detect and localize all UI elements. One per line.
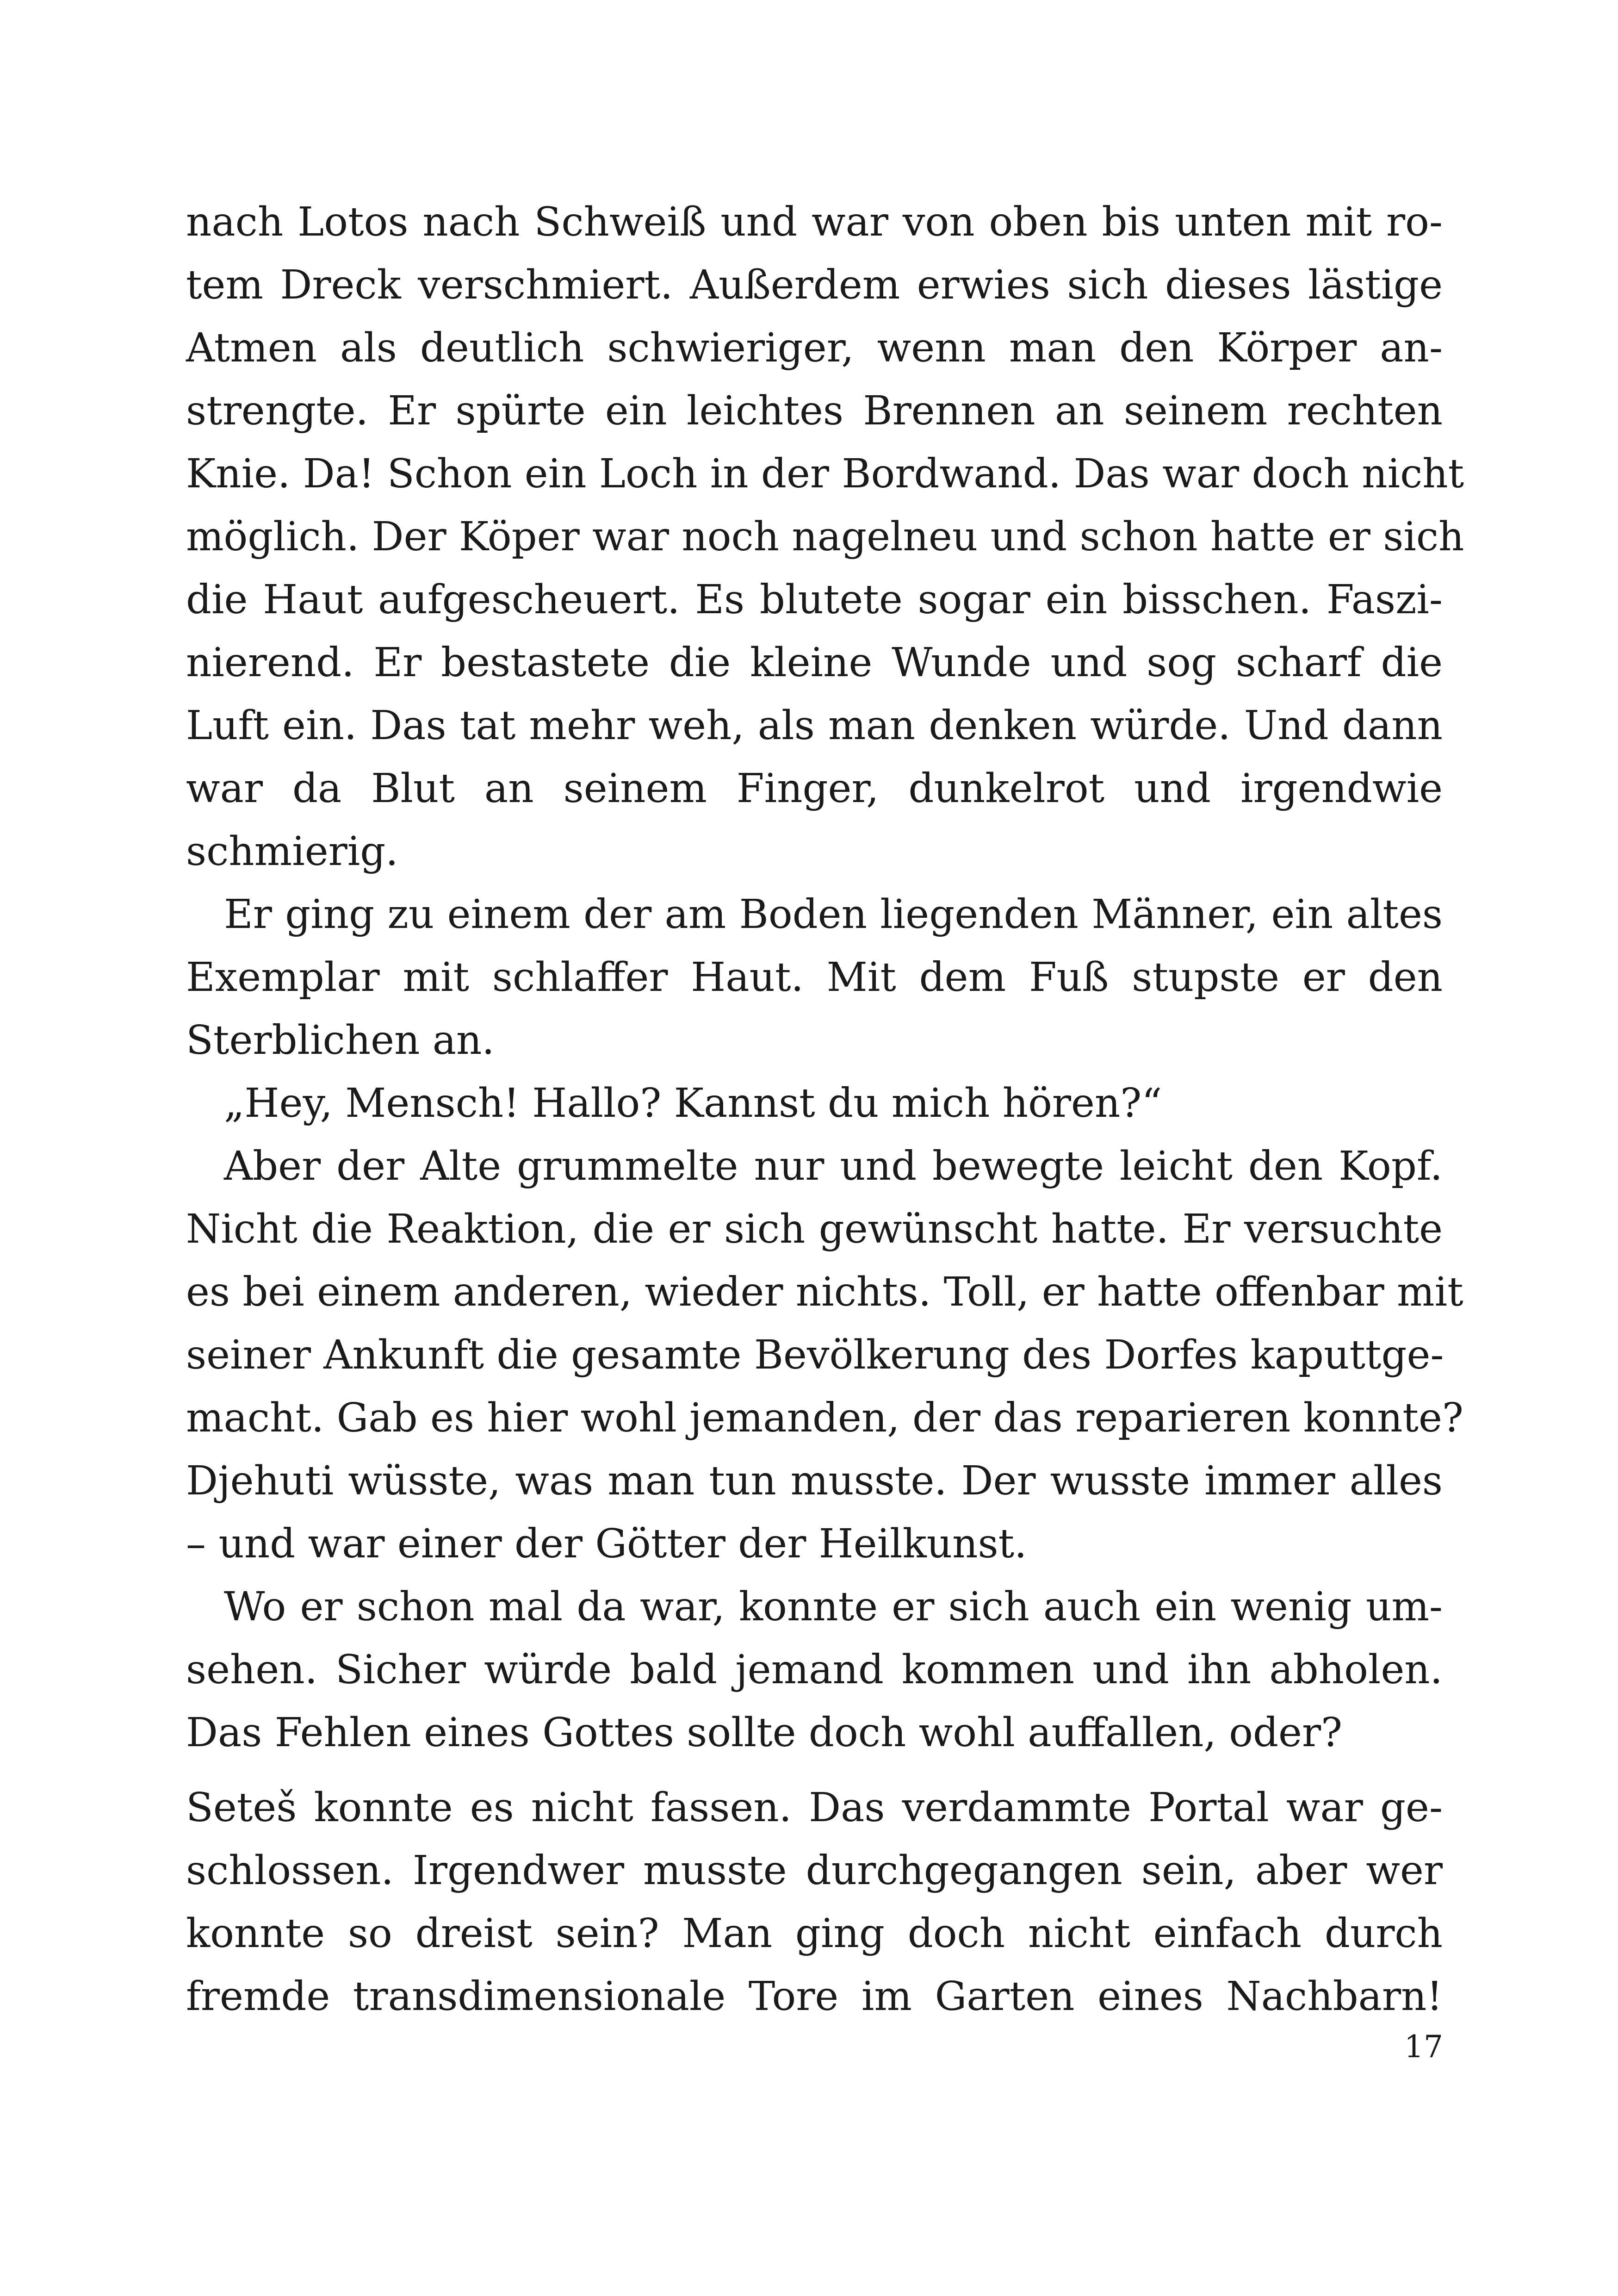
- text-line: möglich. Der Köper war noch nagelneu und schon hatte er sich: [186, 514, 1464, 560]
- paragraph: [186, 1575, 1443, 1764]
- text-block-bottom: [186, 1776, 1443, 2028]
- text-line: Das Fehlen eines Gottes sollte doch wohl auffallen, oder?: [186, 1710, 1343, 1756]
- text-line: Atmen als deutlich schwieriger, wenn man den Körper an-: [186, 325, 1443, 371]
- paragraph: [186, 1072, 1443, 1135]
- text-line: es bei einem anderen, wieder nichts. Toll, er hatte offenbar mit: [186, 1269, 1463, 1315]
- text-line: Luft ein. Das tat mehr weh, als man denken würde. Und dann: [186, 703, 1443, 749]
- text-line: Er ging zu einem der am Boden liegenden Männer, ein altes: [224, 891, 1443, 938]
- text-line: konnte so dreist sein? Man ging doch nicht einfach durch: [186, 1910, 1443, 1957]
- text-line: tem Dreck verschmiert. Außerdem erwies sich dieses lästige: [186, 262, 1443, 308]
- paragraph: [186, 1776, 1443, 2028]
- text-line: sehen. Sicher würde bald jemand kommen und ihn abholen.: [186, 1647, 1443, 1693]
- text-line: – und war einer der Götter der Heilkunst.: [186, 1521, 1027, 1567]
- text-block-top: [186, 191, 1464, 1764]
- text-line: Sterblichen an.: [186, 1017, 495, 1064]
- text-line: schlossen. Irgendwer musste durchgegangen sein, aber wer: [186, 1848, 1443, 1894]
- text-line: Aber der Alte grummelte nur und bewegte leicht den Kopf.: [224, 1143, 1443, 1189]
- text-line: Knie. Da! Schon ein Loch in der Bordwand. Das war doch nicht: [186, 451, 1464, 497]
- text-line: Wo er schon mal da war, konnte er sich auch ein wenig um-: [224, 1584, 1443, 1630]
- text-line: strengte. Er spürte ein leichtes Brennen an seinem rechten: [186, 388, 1443, 434]
- text-line: macht. Gab es hier wohl jemanden, der das reparieren konnte?: [186, 1395, 1463, 1441]
- paragraph: [186, 191, 1464, 883]
- paragraph: [186, 1135, 1463, 1575]
- text-line: nierend. Er bestastete die kleine Wunde und sog scharf die: [186, 640, 1443, 686]
- text-line: war da Blut an seinem Finger, dunkelrot und irgendwie: [186, 765, 1443, 812]
- text-line: Djehuti wüsste, was man tun musste. Der wusste immer alles: [186, 1458, 1443, 1504]
- paragraph: [186, 883, 1443, 1072]
- text-line: die Haut aufgescheuert. Es blutete sogar ein bisschen. Faszi-: [186, 577, 1443, 623]
- text-line: Nicht die Reaktion, die er sich gewünscht hatte. Er versuchte: [186, 1206, 1443, 1252]
- text-line: „Hey, Mensch! Hallo? Kannst du mich hören?“: [224, 1080, 1162, 1126]
- text-line: fremde transdimensionale Tore im Garten eines Nachbarn!: [186, 1973, 1443, 2020]
- page-number: 17: [1404, 2029, 1443, 2065]
- text-line: seiner Ankunft die gesamte Bevölkerung des Dorfes kaputtge-: [186, 1332, 1444, 1378]
- text-line: Exemplar mit schlaffer Haut. Mit dem Fuß stupste er den: [186, 954, 1443, 1001]
- text-line: Seteš konnte es nicht fassen. Das verdammte Portal war ge-: [186, 1785, 1443, 1831]
- text-line: schmierig.: [186, 828, 398, 875]
- text-line: nach Lotos nach Schweiß und war von oben bis unten mit ro-: [186, 199, 1443, 245]
